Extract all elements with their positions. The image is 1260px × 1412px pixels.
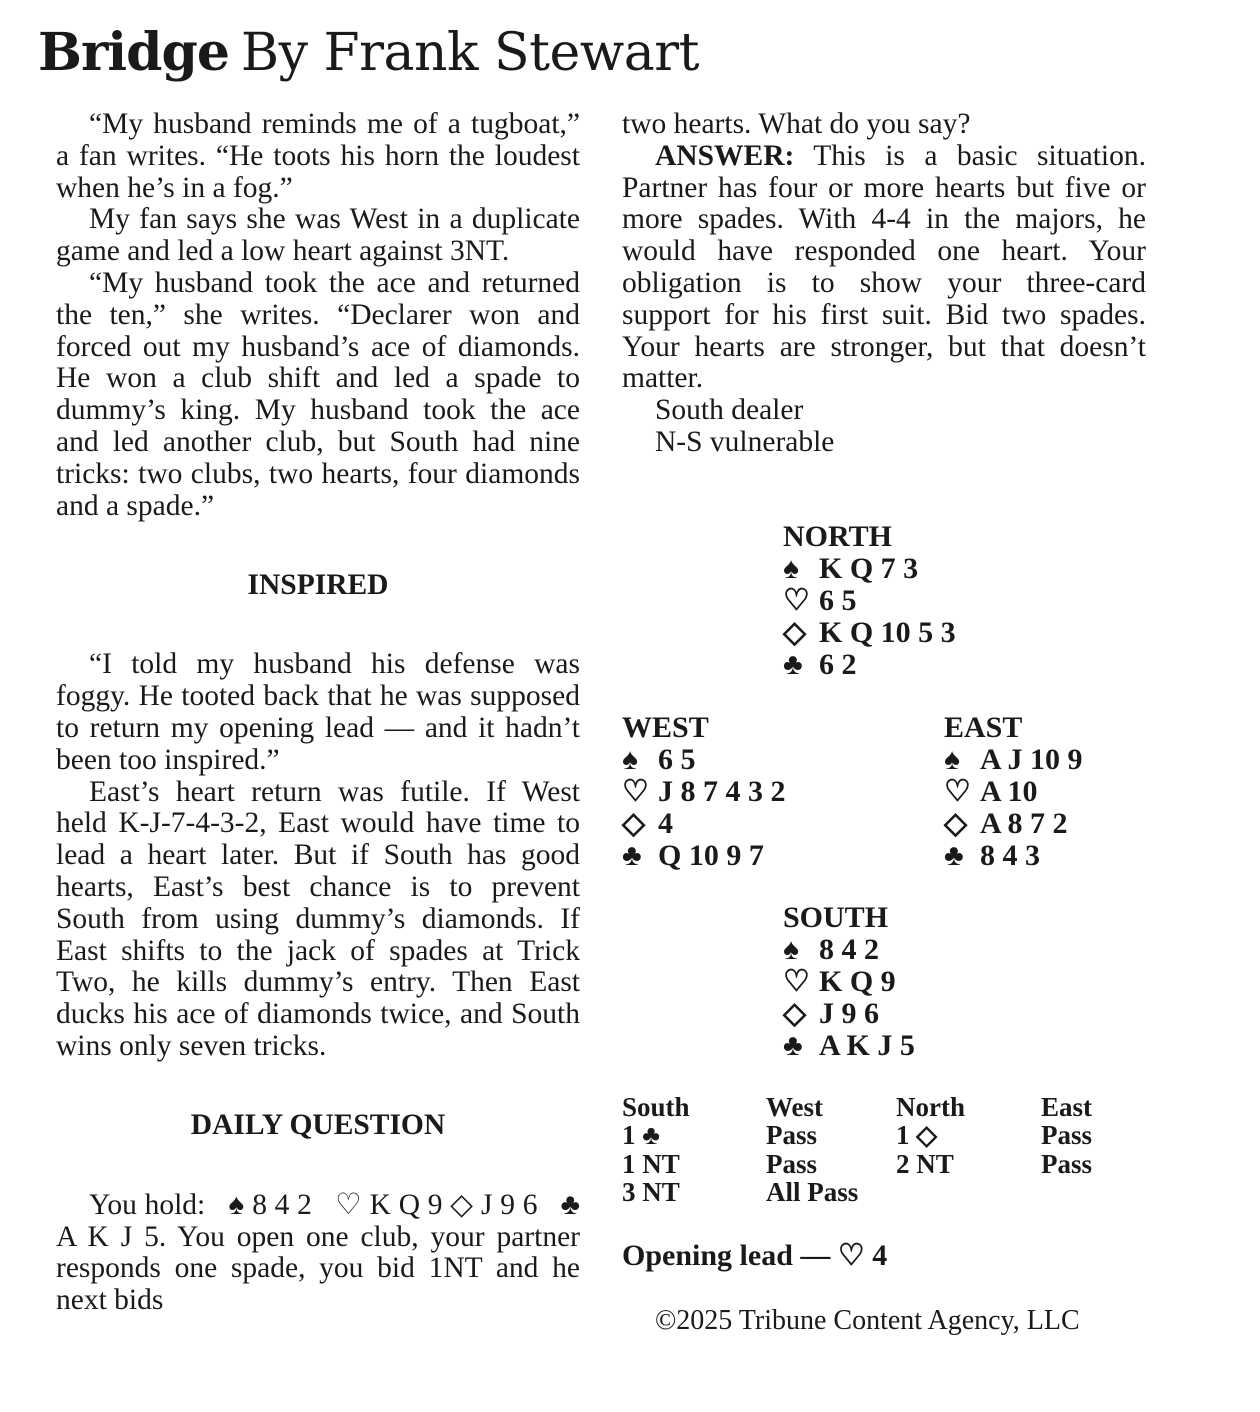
east-spades: A J 10 9 xyxy=(980,743,1083,776)
title-bridge: Bridge xyxy=(38,22,229,83)
auction-header-row xyxy=(622,1093,1092,1121)
copyright: ©2025 Tribune Content Agency, LLC xyxy=(655,1305,1080,1336)
paragraph: East’s heart return was futile. If West held K-J-7-4-3-2, East would have time to lead a heart later. But if South has good hearts, East’s best chance is to prevent South from using dummy’s diamonds. If East shifts to the jack of spades at Trick Two, he kills dummy’s entry. Then East ducks his ace of diamonds twice, and South wins only seven tricks. xyxy=(56,775,580,1062)
south-diamonds: J 9 6 xyxy=(819,997,879,1030)
section-heading-inspired: INSPIRED xyxy=(247,568,389,601)
answer-label: ANSWER: xyxy=(655,139,795,172)
paragraph: My fan says she was West in a duplicate game and led a low heart against 3NT. xyxy=(56,203,580,268)
diamond-icon: ◇ xyxy=(783,997,807,1030)
club-icon: ♣ xyxy=(944,839,964,872)
auction-bid: 1 ♣ xyxy=(622,1120,660,1151)
hand-east xyxy=(944,712,1083,872)
north-hearts: 6 5 xyxy=(819,584,857,617)
section-heading-daily-question: DAILY QUESTION xyxy=(190,1109,446,1142)
auction-row xyxy=(622,1150,1092,1178)
hand-label: EAST xyxy=(944,711,1023,744)
auction-bid xyxy=(1041,1178,1092,1206)
question-intro: You hold: xyxy=(89,1188,206,1221)
heart-icon: ♡ xyxy=(783,584,810,617)
west-hearts: J 8 7 4 3 2 xyxy=(658,775,786,808)
north-diamonds: K Q 10 5 3 xyxy=(819,616,956,649)
auction-bid: Pass xyxy=(766,1120,818,1151)
north-spades: K Q 7 3 xyxy=(819,552,919,585)
west-spades: 6 5 xyxy=(658,743,696,776)
hand-west xyxy=(622,712,786,872)
north-clubs: 6 2 xyxy=(819,648,857,681)
dealer-line: South dealer xyxy=(655,394,804,427)
hand-label: WEST xyxy=(622,711,709,744)
answer-text: This is a basic situation. Partner has four or more hearts but five or more spades. With 4-4 in the majors, he would have responded one heart. Your obligation is to show your three-card support for his first suit. Bid two spades. Your hearts are stronger, but that doesn’t matter. xyxy=(622,139,1147,395)
hand-label: SOUTH xyxy=(783,901,889,934)
spade-icon: ♠ xyxy=(783,933,799,966)
answer-paragraph xyxy=(622,141,1146,395)
west-clubs: Q 10 9 7 xyxy=(658,839,764,872)
diamond-icon: ◇ xyxy=(622,807,646,840)
auction-bid xyxy=(896,1178,1041,1206)
paragraph: “My husband took the ace and returned the ten,” she writes. “Declarer won and forced out my husband’s ace of diamonds. He won a club shift and led a spade to dummy’s king. My husband took the ace and led another club, but South had nine tricks: two clubs, two hearts, four diamonds and a spade.” xyxy=(56,266,580,522)
auction-bid: All Pass xyxy=(766,1176,859,1207)
diamond-icon: ◇ xyxy=(783,616,807,649)
heart-icon: ♡ xyxy=(783,965,810,998)
heart-icon: ♡ xyxy=(944,775,971,808)
club-icon: ♣ xyxy=(622,839,642,872)
diamond-icon: ◇ xyxy=(944,807,968,840)
opening-lead: Opening lead — ♡ 4 xyxy=(622,1239,888,1272)
right-column xyxy=(622,109,1146,459)
east-hearts: A 10 xyxy=(980,775,1038,808)
spade-icon: ♠ xyxy=(622,743,638,776)
question-hearts: ♡ K Q 9 xyxy=(335,1188,443,1221)
question-continuation: two hearts. What do you say? xyxy=(622,108,971,140)
paragraph: “My husband reminds me of a tugboat,” a fan writes. “He toots his horn the loudest when he’s in a fog.” xyxy=(56,108,580,204)
question-paragraph xyxy=(56,1190,580,1317)
auction-header: North xyxy=(896,1092,965,1122)
auction-header: East xyxy=(1041,1092,1093,1122)
south-clubs: A K J 5 xyxy=(819,1029,915,1062)
title-byline: By Frank Stewart xyxy=(240,23,700,83)
auction-bid: 1 ◇ xyxy=(896,1120,938,1151)
auction-table xyxy=(622,1093,1092,1206)
south-spades: 8 4 2 xyxy=(819,933,879,966)
heart-icon: ♡ xyxy=(622,775,649,808)
question-clubs: ♣ A K J 5. xyxy=(56,1188,581,1253)
auction-row xyxy=(622,1121,1092,1149)
paragraph: “I told my husband his defense was foggy. He tooted back that he was supposed to return my opening lead — and it hadn’t been too inspired.” xyxy=(56,648,580,776)
page-title xyxy=(38,22,699,92)
club-icon: ♣ xyxy=(783,648,803,681)
auction-bid: 3 NT xyxy=(622,1176,680,1207)
west-diamonds: 4 xyxy=(658,807,673,840)
auction-header: South xyxy=(622,1092,690,1122)
hand-north xyxy=(783,521,956,681)
hand-south xyxy=(783,902,915,1062)
auction-bid: Pass xyxy=(766,1148,818,1179)
auction-bid: 2 NT xyxy=(896,1148,954,1179)
east-clubs: 8 4 3 xyxy=(980,839,1040,872)
hand-label: NORTH xyxy=(783,520,892,553)
spade-icon: ♠ xyxy=(944,743,960,776)
question-text: You open one club, your partner responds one spade, you bid 1NT and he next bids xyxy=(56,1220,580,1317)
auction-bid: 1 NT xyxy=(622,1148,680,1179)
vulnerability-line: N-S vulnerable xyxy=(655,425,835,458)
question-diamonds: ◇ J 9 6 xyxy=(450,1188,538,1221)
south-hearts: K Q 9 xyxy=(819,965,896,998)
club-icon: ♣ xyxy=(783,1029,803,1062)
auction-bid: Pass xyxy=(1041,1120,1093,1151)
spade-icon: ♠ xyxy=(783,552,799,585)
auction-row xyxy=(622,1178,1092,1206)
question-spades: ♠ 8 4 2 xyxy=(228,1188,312,1221)
auction-header: West xyxy=(766,1092,823,1122)
left-column xyxy=(56,109,580,1317)
auction-bid: Pass xyxy=(1041,1148,1093,1179)
east-diamonds: A 8 7 2 xyxy=(980,807,1068,840)
